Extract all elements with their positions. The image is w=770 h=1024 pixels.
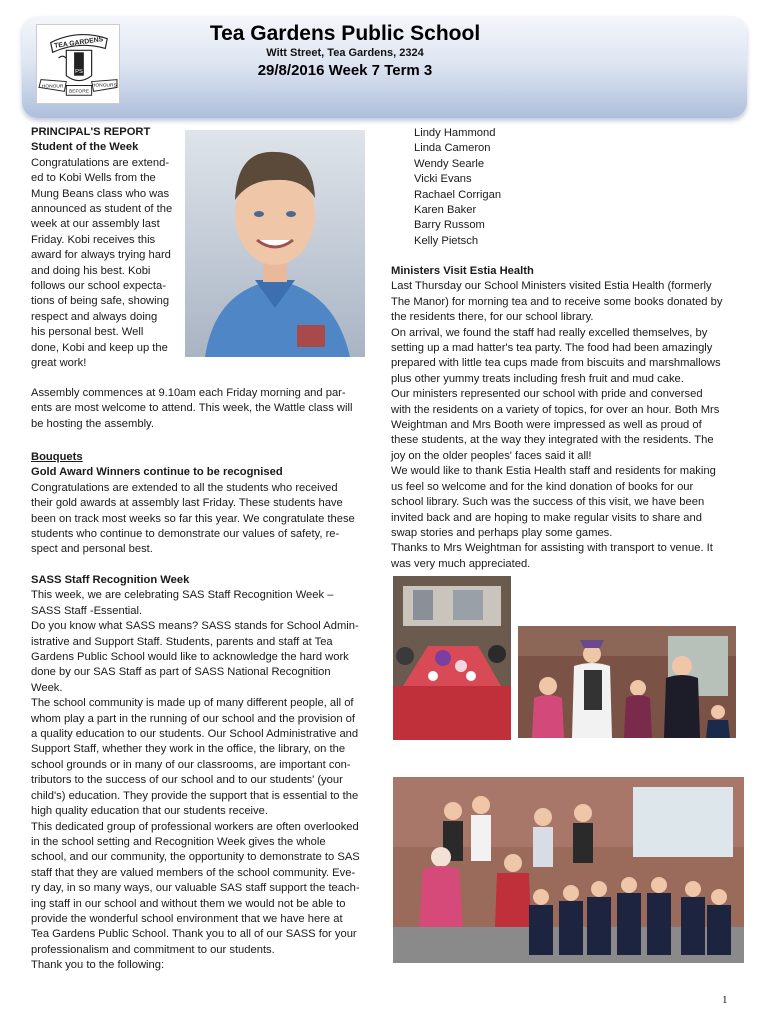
staff-name-list — [414, 126, 614, 249]
bouquets-line: Congratulations are extended to all the students who received — [31, 481, 338, 494]
staff-name: Lindy Hammond — [414, 127, 496, 139]
principal-line: follows our school expecta- — [31, 280, 166, 293]
sass-line: school grounds or in many of our classrooms, are important con- — [31, 758, 351, 771]
sass-line: child's) education. They provide the support that is essential to the — [31, 789, 359, 802]
sass-section — [31, 573, 376, 974]
bouquets-heading: Bouquets — [31, 451, 83, 463]
sass-line: professionalism and commitment to our students. — [31, 943, 275, 956]
assembly-line: ents are most welcome to attend. This week, the Wattle class will — [31, 402, 353, 415]
sass-line: in the school setting and Recognition Week gives the whole — [31, 835, 326, 848]
estia-line: setting up a mad hatter's tea party. The food had been amazingly — [391, 342, 713, 355]
estia-line: school library. Such was the success of this visit, we have been — [391, 496, 705, 509]
sass-line: Support Staff, whether they work in the office, the library, on the — [31, 743, 346, 756]
sass-line: a quality education to our students. Our School Administrative and — [31, 728, 359, 741]
sass-line: done by our SAS Staff as part of SASS National Recognition — [31, 666, 331, 679]
bouquets-line: their gold awards at assembly last Friday. These students have — [31, 497, 343, 510]
estia-section — [391, 264, 741, 572]
principal-line: Friday. Kobi receives this — [31, 233, 156, 246]
staff-name: Vicki Evans — [414, 173, 472, 186]
student-photo — [185, 130, 365, 357]
staff-name: Wendy Searle — [414, 157, 485, 170]
bouquets-line: spect and personal best. — [31, 543, 153, 556]
estia-line: Weightman and Mrs Booth were impressed as well as proud of — [391, 419, 702, 432]
bouquets-line: students who continue to demonstrate our values of safety, re- — [31, 528, 340, 541]
staff-name: Barry Russom — [414, 219, 485, 232]
estia-line: We would like to thank Estia Health staff and residents for making — [391, 465, 716, 478]
student-of-week-heading: Student of the Week — [31, 141, 139, 154]
logo-shield-text: PS — [75, 68, 83, 75]
principal-line: ed to Kobi Wells from the — [31, 172, 156, 185]
estia-line: these students, at the way they integrated with the residents. The — [391, 434, 714, 447]
assembly-line: Assembly commences at 9.10am each Friday morning and par- — [31, 387, 346, 399]
sass-line: ry day, in so many ways, our valuable SAS staff support the teach- — [31, 882, 360, 895]
bouquets-line: been on track most weeks so far this year. We congratulate these — [31, 512, 355, 525]
mad-hatter-photo — [518, 626, 736, 738]
sass-line: school, and our community, the opportunity to demonstrate to SAS — [31, 851, 360, 864]
principal-line: great work! — [31, 357, 87, 370]
school-name: Tea Gardens Public School — [209, 22, 481, 45]
assembly-paragraph — [31, 386, 376, 432]
school-address: Witt Street, Tea Gardens, 2324 — [266, 47, 424, 59]
issue-date: 29/8/2016 Week 7 Term 3 — [257, 62, 433, 79]
estia-line: was very much appreciated. — [391, 557, 531, 570]
page-number: 1 — [722, 994, 728, 1006]
sass-line: staff that they are valued members of the school community. Eve- — [31, 866, 356, 879]
estia-line: prepared with little tea cups made from biscuits and marshmallows — [391, 357, 721, 370]
sass-line: Week. — [31, 681, 63, 694]
gold-award-heading: Gold Award Winners continue to be recognised — [31, 466, 283, 479]
sass-line: ing staff in our school and without them we would not be able to — [31, 897, 346, 910]
estia-line: the residents there, for our school library. — [391, 311, 594, 324]
estia-line: joy on the older peoples' faces said it all! — [391, 449, 592, 462]
staff-name: Kelly Pietsch — [414, 234, 479, 247]
sass-line: Do you know what SASS means? SASS stands for School Admin- — [31, 620, 359, 633]
principal-line: respect and always doing — [31, 310, 158, 323]
principal-line: Mung Beans class who was — [31, 187, 170, 200]
assembly-line: be hosting the assembly. — [31, 417, 154, 430]
principal-line: and doing his best. Kobi — [31, 264, 151, 277]
sass-line: istrative and Support Staff. Students, parents and staff at Tea — [31, 635, 333, 648]
estia-line: plus other yummy treats including fresh fruit and mud cake. — [391, 372, 684, 385]
estia-line: The Manor) for morning tea and to receive some books donated by — [391, 295, 723, 308]
group-photo — [393, 777, 744, 963]
principal-line: award for always trying hard — [31, 249, 171, 262]
sass-line: tributors to the success of our school and to our students' (your — [31, 774, 343, 787]
logo-right-text: HONOURS — [91, 83, 117, 89]
bouquets-section — [31, 450, 376, 558]
principal-line: tions of being safe, showing — [31, 295, 170, 308]
sass-line: This week, we are celebrating SAS Staff Recognition Week – — [31, 589, 334, 602]
staff-name: Karen Baker — [414, 204, 477, 217]
logo-left-text: HONOUR — [41, 84, 64, 90]
sass-line: whom play a part in the running of our school and the provision of — [31, 712, 356, 725]
estia-line: swap stories and perhaps play some games. — [391, 526, 613, 539]
logo-top-text: TEA GARDENS — [53, 36, 104, 50]
sass-line: Tea Gardens Public School. Thank you to all of our SASS for your — [31, 928, 357, 941]
staff-name: Rachael Corrigan — [414, 188, 502, 201]
estia-line: us feel so welcome and for the kind donation of books for our — [391, 480, 694, 493]
sass-line: provide the wonderful school environment that we have here at — [31, 912, 343, 925]
principal-line: done, Kobi and keep up the — [31, 341, 168, 354]
staff-name: Linda Cameron — [414, 142, 491, 155]
principal-line: his personal best. Well — [31, 326, 144, 339]
sass-line: Thank you to the following: — [31, 959, 165, 972]
logo-middle-text: BEFORE — [68, 89, 89, 95]
principal-line: week at our assembly last — [31, 218, 160, 231]
tea-party-photo — [393, 576, 511, 740]
estia-line: On arrival, we found the staff had really excelled themselves, by — [391, 326, 708, 339]
principal-line: announced as student of the — [31, 203, 173, 216]
sass-line: Gardens Public School would like to acknowledge the hard work — [31, 651, 349, 664]
sass-heading: SASS Staff Recognition Week — [31, 574, 190, 586]
estia-line: Last Thursday our School Ministers visited Estia Health (formerly — [391, 280, 712, 293]
principal-line: Congratulations are extend- — [31, 156, 170, 169]
sass-line: high quality education that our students receive. — [31, 805, 268, 818]
school-logo — [36, 24, 120, 104]
sass-line: SASS Staff -Essential. — [31, 604, 143, 617]
sass-line: The school community is made up of many different people, all of — [31, 697, 354, 710]
estia-line: with the residents on a variety of topics, for over an hour. Both Mrs — [391, 403, 720, 416]
sass-line: This dedicated group of professional workers are often overlooked — [31, 820, 359, 833]
estia-line: Our ministers represented our school with pride and conversed — [391, 388, 703, 401]
principal-report — [31, 125, 181, 372]
estia-line: invited back and are hoping to make regular visits to share and — [391, 511, 702, 524]
estia-line: Thanks to Mrs Weightman for assisting with transport to venue. It — [391, 542, 713, 555]
principal-heading: PRINCIPAL'S REPORT — [31, 126, 151, 138]
estia-heading: Ministers Visit Estia Health — [391, 265, 534, 277]
